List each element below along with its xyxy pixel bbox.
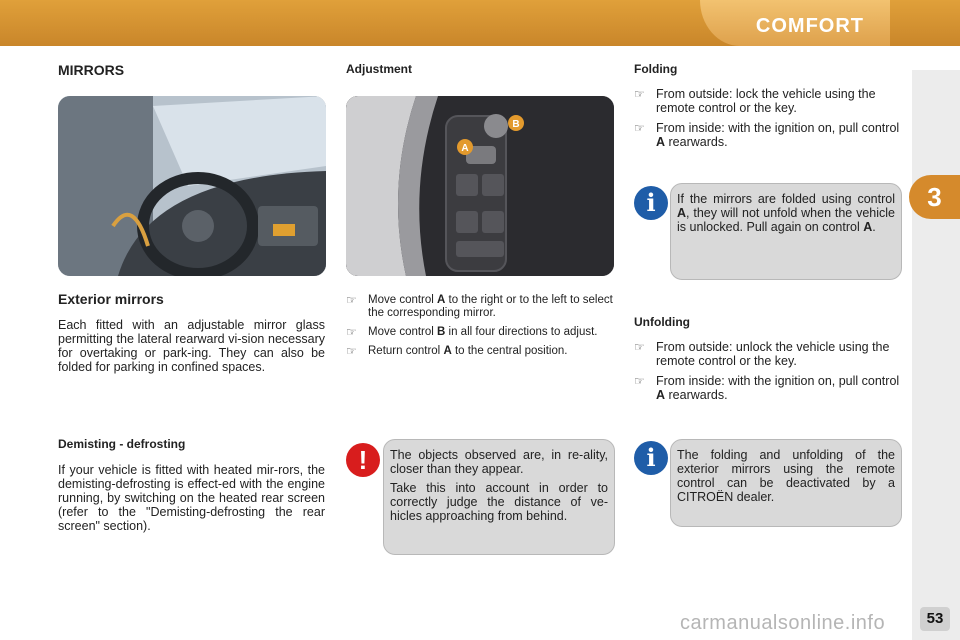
arrow-bullet-icon: ☞ xyxy=(634,374,645,388)
chapter-tab[interactable]: 3 xyxy=(909,175,960,219)
arrow-bullet-icon: ☞ xyxy=(634,87,645,101)
folding-list xyxy=(634,87,904,155)
warning-note xyxy=(383,439,615,555)
info-icon: i xyxy=(634,186,668,220)
list-item: ☞ From outside: lock the vehicle using the remote control or the key. xyxy=(634,87,876,115)
arrow-bullet-icon: ☞ xyxy=(346,325,357,339)
arrow-bullet-icon: ☞ xyxy=(634,340,645,354)
adjustment-heading: Adjustment xyxy=(346,62,412,76)
page-number: 53 xyxy=(920,607,950,631)
adjustment-list xyxy=(346,294,616,364)
arrow-bullet-icon: ☞ xyxy=(346,344,357,358)
exterior-mirrors-text: Each fitted with an adjustable mirror glass permitting the lateral rearward vi-sion necessary for overtaking or park-ing. They can also be folded for parking in confined spaces. xyxy=(58,318,325,374)
mirrors-heading: MIRRORS xyxy=(58,62,125,78)
watermark: carmanualsonline.info xyxy=(680,612,886,634)
exclamation-icon: ! xyxy=(346,443,380,477)
margin-strip xyxy=(912,70,960,640)
list-item: ☞ From inside: with the ignition on, pull control A rearwards. xyxy=(634,121,900,149)
info-note-folding: If the mirrors are folded using control A, they will not unfold when the vehicle is unlocked. Pull again on control A. xyxy=(670,183,902,280)
label-a: A xyxy=(461,143,469,154)
list-item: ☞ From outside: unlock the vehicle using the remote control or the key. xyxy=(634,340,890,368)
mirror-controls-photo xyxy=(346,96,614,276)
folding-heading: Folding xyxy=(634,62,678,76)
list-item: ☞ Move control A to the right or to the left to select the corresponding mirror. xyxy=(346,293,613,319)
warning-text-1: The objects observed are, in re-ality, closer than they appear. xyxy=(390,448,608,476)
info-icon: i xyxy=(634,441,668,475)
warning-text-2: Take this into account in order to correctly judge the distance of ve-hicles approaching from behind. xyxy=(390,481,608,523)
arrow-bullet-icon: ☞ xyxy=(346,293,357,307)
list-item: ☞ From inside: with the ignition on, pull control A rearwards. xyxy=(634,374,900,402)
unfolding-heading: Unfolding xyxy=(634,315,690,329)
demisting-heading: Demisting - defrosting xyxy=(58,437,186,451)
unfolding-list xyxy=(634,340,904,408)
list-item: ☞ Move control B in all four directions to adjust. xyxy=(346,325,598,339)
demisting-text: If your vehicle is fitted with heated mir-rors, the demisting-defrosting is effect-ed with the engine running, by switching on the heated rear screen (refer to the "Demisting-defrosting the rear screen" section). xyxy=(58,463,325,533)
section-title: COMFORT xyxy=(755,15,864,37)
list-item: ☞ Return control A to the central position. xyxy=(346,344,568,358)
arrow-bullet-icon: ☞ xyxy=(634,121,645,135)
dashboard-photo xyxy=(58,96,326,276)
label-b: B xyxy=(512,119,520,130)
info-note-dealer: The folding and unfolding of the exterior mirrors using the remote control can be deactivated by a CITROËN dealer. xyxy=(670,439,902,527)
exterior-mirrors-heading: Exterior mirrors xyxy=(58,291,164,307)
